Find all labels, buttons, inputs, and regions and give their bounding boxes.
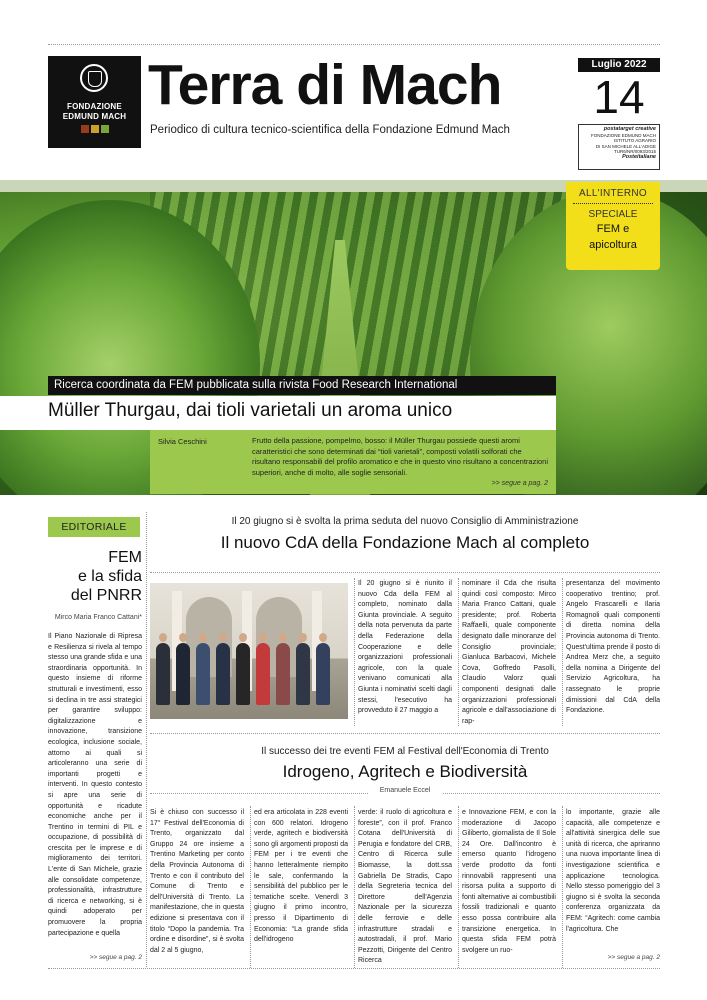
- article1-kicker: Il 20 giugno si è svolta la prima seduta del nuovo Consiglio di Amministrazione: [231, 516, 579, 527]
- editorial-author: Mirco Maria Franco Cattani*: [54, 614, 142, 621]
- postal-line1: postatarget creative: [603, 126, 656, 132]
- postal-line5: TUR6/NR/0093/2015: [613, 149, 656, 154]
- article2-divider: [354, 806, 355, 968]
- editorial-more-link[interactable]: >> segue a pag. 2: [89, 954, 142, 961]
- inside-topic-line2: apicoltura: [589, 239, 637, 251]
- lead-more-link[interactable]: >> segue a pag. 2: [491, 480, 548, 487]
- masthead-title: Terra di Mach: [148, 53, 502, 117]
- editorial-title-line3: del PNRR: [70, 587, 142, 604]
- article2-col3: verde: il ruolo di agricoltura e foreste”, con il prof. Franco Cotana dell'Università di Perugia e fondatore del CRB, Centro di Ricerca sulle Biomasse, la dott.ssa Gabriella De Stradis, Capo della Segreteria tecnica del Direttore dell'Agenzia Nazionale per la sicurezza delle ferrovie e delle infrastrutture stradali e autostradali, il prof. Mario Pezzotti, Dirigente del Centro Ricerca: [358, 809, 452, 965]
- logo-square-gold: [91, 125, 99, 133]
- postal-line2: FONDAZIONE EDMUND MACH: [591, 132, 656, 138]
- fem-logo[interactable]: [48, 56, 141, 148]
- article1-divider: [562, 578, 563, 726]
- article1-title[interactable]: Il nuovo CdA della Fondazione Mach al completo: [220, 533, 590, 552]
- editorial-tag: EDITORIALE: [48, 517, 140, 537]
- article2-title[interactable]: Idrogeno, Agritech e Biodiversità: [282, 762, 528, 781]
- board-photo: [150, 583, 348, 719]
- article2-author: Emanuele Eccel: [368, 787, 442, 794]
- article1-col3: presentanza del movimento cooperativo trentino; prof. Angelo Frascarelli e Ilaria Romagnoli quali componenti di diretta nomina della Provincia autonoma di Trento. Quest'ultima prende il posto di Andrea Merz che, a seguito della nomina a Dirigente del Servizio Agricoltura, ha rassegnato le proprie dimissioni dal CdA della Fondazione.: [566, 580, 660, 715]
- article2-kicker: Il successo dei tre eventi FEM al Festival dell'Economia di Trento: [261, 746, 549, 757]
- article1-col1: Il 20 giugno si è riunito il nuovo Cda della FEM al completo, nominato dalla Giunta provinciale. A seguito della nota pervenuta da parte della Federazione della Cooperazione e delle organizzazioni professionali agricole, con la quale venivano comunicati alla Giunta i nominativi scelti dagli stessi, l'esecutivo ha provveduto il 27 maggio a: [358, 580, 452, 715]
- inside-section: SPECIALE: [588, 209, 638, 220]
- article1-divider: [458, 578, 459, 726]
- crest-icon: [80, 64, 108, 92]
- bottom-rule: [48, 968, 660, 969]
- logo-square-green: [101, 125, 109, 133]
- photo-person: [216, 643, 230, 705]
- postal-line4: DI SAN MICHELE ALL'ADIGE: [595, 143, 656, 149]
- postal-line3: ISTITUTO AGRARIO: [613, 138, 656, 143]
- masthead-subtitle: Periodico di cultura tecnico-scientifica della Fondazione Edmund Mach: [150, 124, 510, 136]
- article2-divider: [562, 806, 563, 968]
- issue-number: 14: [593, 71, 645, 123]
- photo-person: [176, 643, 190, 705]
- logo-line1: FONDAZIONE: [67, 102, 122, 111]
- photo-person: [276, 643, 290, 705]
- photo-person: [156, 643, 170, 705]
- editorial-title: [48, 548, 142, 605]
- logo-line2: EDMUND MACH: [62, 112, 127, 121]
- article2-col1: Si è chiuso con successo il 17° Festival dell'Economia di Trento, organizzato dal Gruppo 24 ore insieme a Trentino Marketing per conto della Provincia Autonoma di Trento e con il contributo del Comune di Trento e dell'Università di Trento. La manifestazione, che in questa edizione si presentava con il titolo “Dopo la pandemia. Tra ordine e disordine”, si è svolta dal 2 al 5 giugno,: [150, 809, 244, 954]
- editorial-title-line1: FEM: [108, 549, 142, 566]
- article2-col2: ed era articolata in 228 eventi con 600 relatori. Idrogeno verde, agritech e biodiversità sono gli argomenti proposti da FEM per i tre eventi che hanno letteralmente riempito le sale, confermando la sensibilità del pubblico per le tematiche scelte. Venerdì 3 giugno il primo incontro, presso il Dipartimento di Economia: “La grande sfida dell'idrogeno: [254, 809, 348, 944]
- article1-divider: [354, 578, 355, 726]
- postal-line6: Posteitaliane: [622, 153, 656, 160]
- lead-kicker: Ricerca coordinata da FEM pubblicata sulla rivista Food Research International: [48, 376, 556, 395]
- inside-box[interactable]: [566, 182, 660, 270]
- lead-summary: Frutto della passione, pompelmo, bosso: il Müller Thurgau possiede questi aromi caratteristici che sono determinati dai “tioli varietali”, composti volatili solforati che risultano responsabili del profilo aromatico e che in questo vino risultano a concentrazioni superiori, anche di molto, alle soglie sensoriali.: [252, 436, 549, 477]
- photo-person: [256, 643, 270, 705]
- article2-divider: [458, 806, 459, 968]
- inside-heading: ALL'INTERNO: [578, 188, 647, 199]
- inside-rule: [573, 203, 653, 204]
- logo-square-red: [81, 125, 89, 133]
- photo-person: [236, 643, 250, 705]
- lead-author: Silvia Ceschini: [158, 437, 207, 446]
- article2-col4: e Innovazione FEM, e con la moderazione di Jacopo Giliberto, giornalista de Il Sole 24 Ore. Dall'incontro è emerso quanto l'idrogeno verde prodotto da fonti rinnovabili rappresenti una risorsa pulita a supporto di fonti alternative ai combustibili fossili tradizionali e quanto esso possa contribuire alla transizione energetica. In questa sfida FEM potrà svolgere un ruo-: [462, 809, 556, 954]
- article1-rule: [150, 572, 660, 573]
- photo-person: [316, 643, 330, 705]
- article1-col2: nominare il Cda che risulta quindi così composto: Mirco Maria Franco Cattani, quale presidente; prof. Roberta Raffaelli, quale componente designato dalle minoranze del Consiglio provinciale; Gianluca Barbacovi, Michele Cova, Goffredo Pasolli, Claudio Valorz quali componenti designati dalle organizzazioni professionali agricole e dall'associazione di rap-: [462, 580, 556, 725]
- issue-date: Luglio 2022: [578, 58, 660, 72]
- article2-col5: lo importante, grazie alle capacità, alle competenze e all'attività sinergica delle sue unità di ricerca, che apriranno una nuova importante linea di investigazione scientifica e applicazione tecnologica. Nello stesso pomeriggio del 3 giugno si è svolta la seconda conferenza organizzata da FEM: “Agritech: come cambia l'agricoltura. Che: [566, 809, 660, 933]
- postal-stamp: [578, 124, 660, 170]
- section-rule: [150, 733, 660, 734]
- article2-divider: [250, 806, 251, 968]
- photo-person: [296, 643, 310, 705]
- editorial-text: Il Piano Nazionale di Ripresa e Resilienza si rivela al tempo stesso una grande sfida e una straordinaria opportunità. In questo insieme di riforme strutturali e investimenti, esso si declina in tre assi strategici per garantire sviluppo: digitalizzazione e innovazione, transizione ecologica, inclusione sociale, attorno ai quali si articoleranno una serie di importanti progetti e interventi. In questo contesto si apre una serie di opportunità e ricadute economiche anche per il Trentino in termini di PIL e occupazione, di possibilità di crescita per le imprese e di miglioramento dei territori. L'ente di San Michele, grazie alle consolidate competenze, professionalità, infrastrutture di ricerca e networking, si è quindi adoperato per promuovere la propria partecipazione e quella: [48, 633, 142, 937]
- column-divider: [146, 512, 147, 967]
- top-rule: [48, 44, 660, 45]
- inside-topic-line1: FEM e: [596, 223, 630, 235]
- article2-more-link[interactable]: >> segue a pag. 2: [607, 954, 660, 961]
- lead-headline[interactable]: Müller Thurgau, dai tioli varietali un aroma unico: [48, 400, 453, 421]
- editorial-title-line2: e la sfida: [77, 568, 142, 585]
- photo-person: [196, 643, 210, 705]
